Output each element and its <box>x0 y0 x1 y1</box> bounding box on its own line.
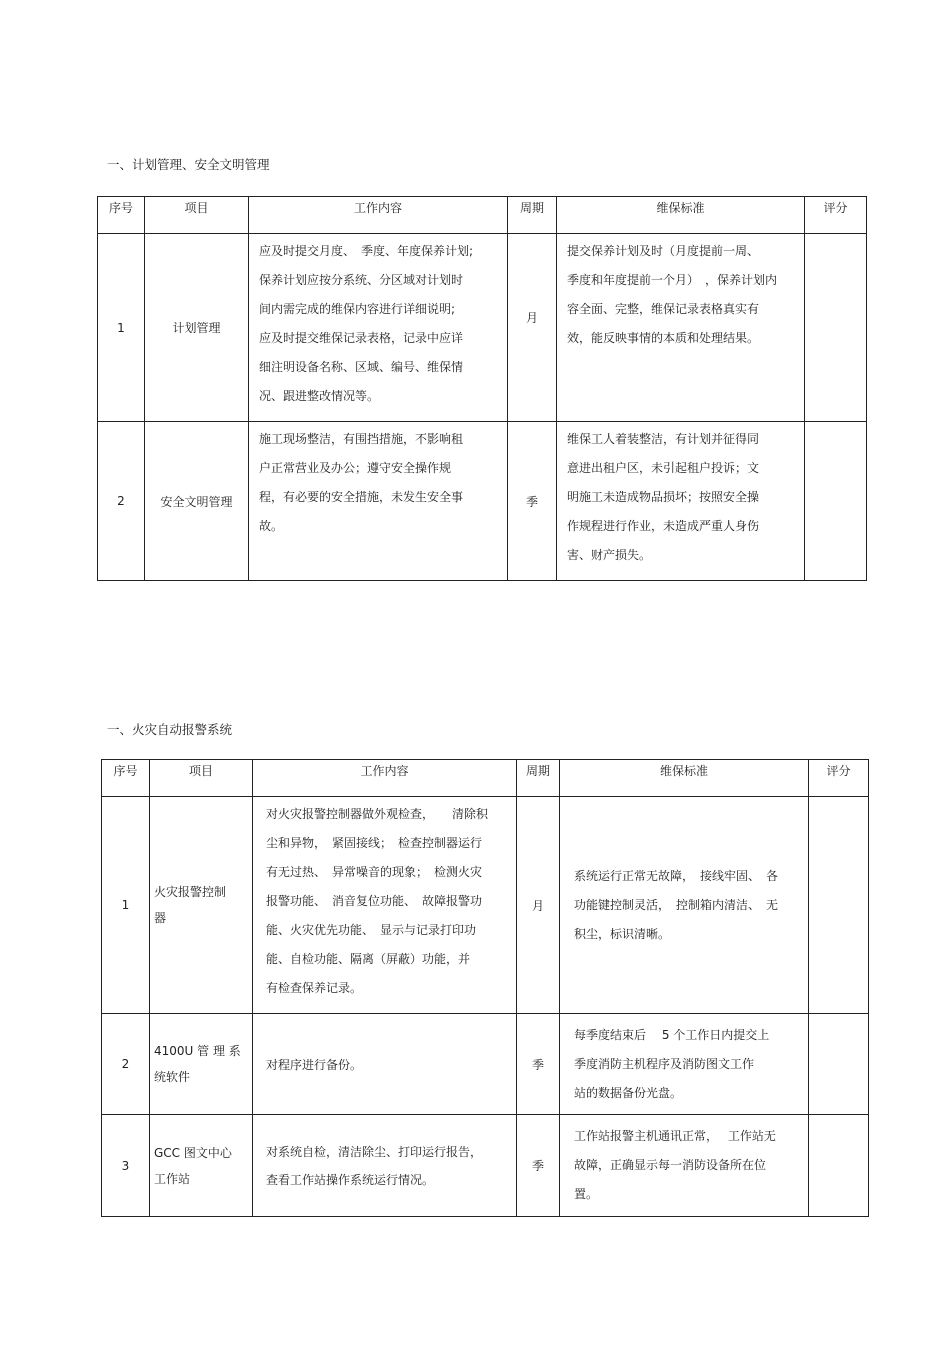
table-row <box>102 797 869 1014</box>
header-period: 周期 <box>517 760 560 797</box>
row-item: 安全文明管理 <box>145 422 249 581</box>
row-score <box>805 422 867 581</box>
row-content: 应及时提交月度、 季度、年度保养计划; 保养计划应按分系统、分区域对计划时 间内需完成的维保内容进行详细说明; 应及时提交维保记录表格，记录中应详 细注明设备名称、区域、编号、维保情 况、跟进整改情况等。 <box>249 234 508 422</box>
maintenance-table-2 <box>101 759 869 1217</box>
section2-heading: 一、火灾自动报警系统 <box>107 722 233 737</box>
table-row <box>102 1115 869 1217</box>
row-content: 对系统自检，清洁除尘、打印运行报告， 查看工作站操作系统运行情况。 <box>253 1115 517 1217</box>
header-no: 序号 <box>98 197 145 234</box>
row-score <box>805 234 867 422</box>
row-no: 3 <box>102 1115 150 1217</box>
row-item: 火灾报警控制 器 <box>150 797 253 1014</box>
table-row <box>98 422 867 581</box>
header-item: 项目 <box>145 197 249 234</box>
header-period: 周期 <box>508 197 557 234</box>
table-row <box>102 1014 869 1115</box>
row-item: 计划管理 <box>145 234 249 422</box>
header-content: 工作内容 <box>253 760 517 797</box>
header-score: 评分 <box>809 760 869 797</box>
row-standard: 工作站报警主机通讯正常， 工作站无 故障，正确显示每一消防设备所在位 置。 <box>560 1115 809 1217</box>
row-no: 2 <box>98 422 145 581</box>
row-period: 季 <box>517 1115 560 1217</box>
row-no: 1 <box>98 234 145 422</box>
header-no: 序号 <box>102 760 150 797</box>
header-standard: 维保标准 <box>557 197 805 234</box>
row-item: GCC 图文中心 工作站 <box>150 1115 253 1217</box>
row-standard: 每季度结束后 5 个工作日内提交上 季度消防主机程序及消防图文工作 站的数据备份光盘。 <box>560 1014 809 1115</box>
row-content: 对火灾报警控制器做外观检查， 清除积 尘和异物， 紧固接线； 检查控制器运行 有无过热、 异常噪音的现象； 检测火灾 报警功能、 消音复位功能、 故障报警功 能、火灾优先功能、 显示与记录打印功 能、自检功能、隔离（屏蔽）功能，并 有检查保养记录。 <box>253 797 517 1014</box>
header-score: 评分 <box>805 197 867 234</box>
row-no: 2 <box>102 1014 150 1115</box>
header-standard: 维保标准 <box>560 760 809 797</box>
row-standard: 系统运行正常无故障， 接线牢固、 各 功能键控制灵活， 控制箱内清洁、 无 积尘，标识清晰。 <box>560 797 809 1014</box>
row-score <box>809 1014 869 1115</box>
row-content: 对程序进行备份。 <box>253 1014 517 1115</box>
header-content: 工作内容 <box>249 197 508 234</box>
header-item: 项目 <box>150 760 253 797</box>
row-period: 季 <box>517 1014 560 1115</box>
row-period: 月 <box>508 234 557 422</box>
table-header-row <box>102 760 869 797</box>
table-header-row <box>98 197 867 234</box>
row-item: 4100U 管 理 系 统软件 <box>150 1014 253 1115</box>
row-score <box>809 797 869 1014</box>
row-content: 施工现场整洁，有围挡措施，不影响租 户正常营业及办公；遵守安全操作规 程，有必要的安全措施，未发生安全事 故。 <box>249 422 508 581</box>
row-period: 月 <box>517 797 560 1014</box>
row-period: 季 <box>508 422 557 581</box>
row-standard: 提交保养计划及时（月度提前一周、 季度和年度提前一个月） ，保养计划内 容全面、完整，维保记录表格真实有 效，能反映事情的本质和处理结果。 <box>557 234 805 422</box>
table-row <box>98 234 867 422</box>
row-standard: 维保工人着装整洁，有计划并征得同 意进出租户区，未引起租户投诉；文 明施工未造成物品损坏；按照安全操 作规程进行作业，未造成严重人身伤 害、财产损失。 <box>557 422 805 581</box>
section1-heading: 一、计划管理、安全文明管理 <box>107 157 270 172</box>
maintenance-table-1 <box>97 196 867 581</box>
row-no: 1 <box>102 797 150 1014</box>
row-score <box>809 1115 869 1217</box>
